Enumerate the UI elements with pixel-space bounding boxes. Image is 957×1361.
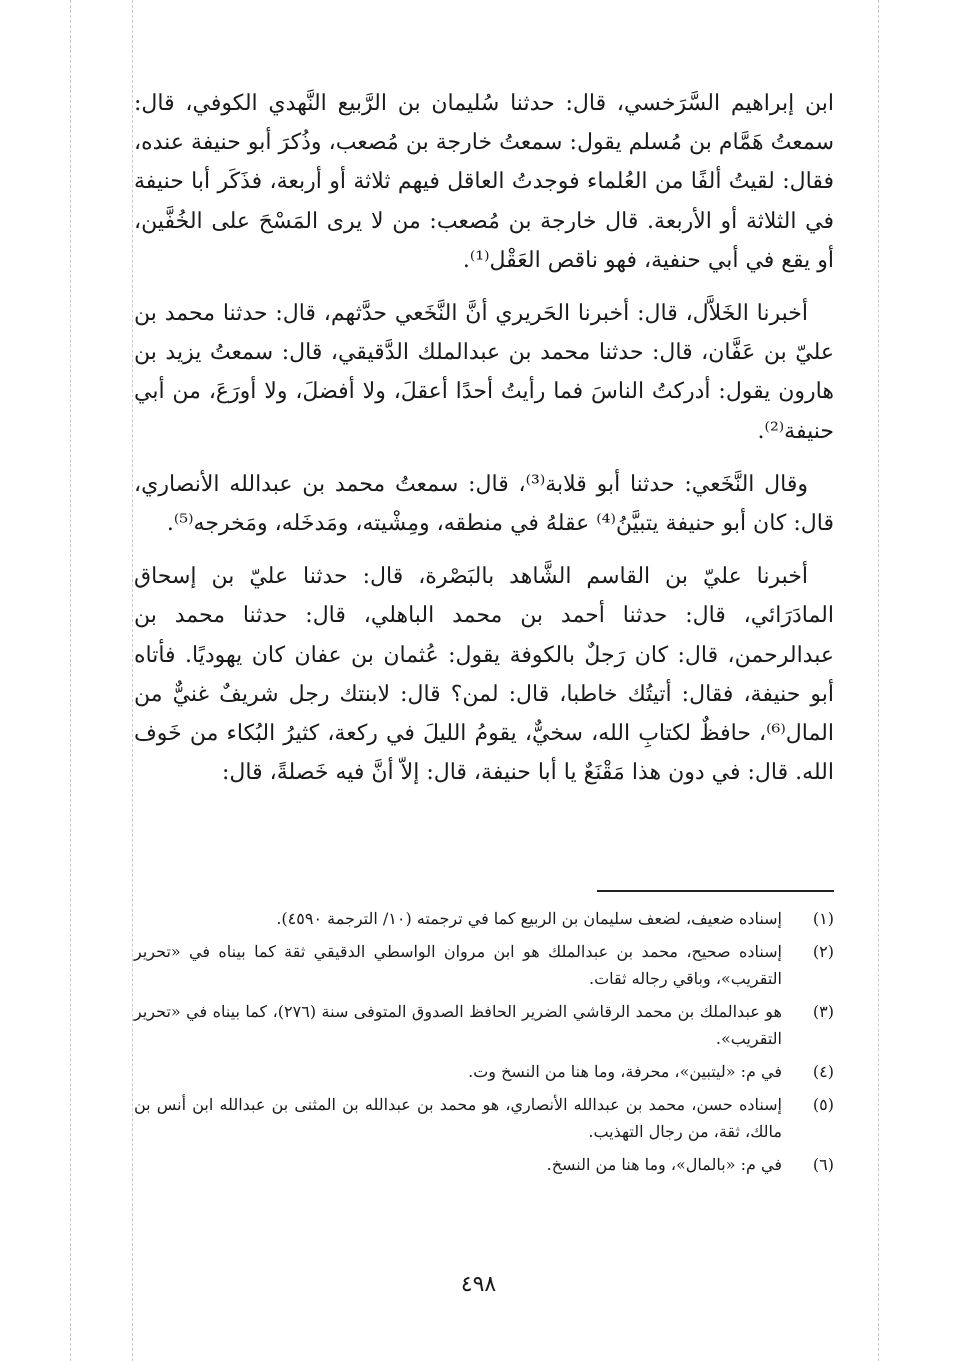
footnotes <box>134 905 834 1184</box>
paragraph: أخبرنا الخَلاَّل، قال: أخبرنا الحَريري أنَّ النَّخَعي حدَّثهم، قال: حدثنا محمد بن عليّ بن عَفَّان، قال: حدثنا محمد بن عبدالملك الدَّقيقي، قال: سمعتُ يزيد بن هارون يقول: أدركتُ الناسَ فما رأيتُ أحدًا أعقلَ، ولا أفضلَ، ولا أورَعَ، من أبي حنيفة⁽²⁾. <box>134 301 834 444</box>
scan-guide-line <box>132 0 133 1361</box>
scan-guide-line <box>878 0 879 1361</box>
footnote-text: إسناده حسن، محمد بن عبدالله الأنصاري، هو محمد بن عبدالله بن المثنى بن عبدالله ابن أنس بن مالك، ثقة، من رجال التهذيب. <box>134 1095 782 1141</box>
footnote-text: في م: «بالمال»، وما هنا من النسخ. <box>546 1155 782 1174</box>
footnote-number: (٣) <box>812 1002 834 1021</box>
footnote-number: (٢) <box>812 942 834 961</box>
footnote-text: هو عبدالملك بن محمد الرقاشي الضرير الحافظ الصدوق المتوفى سنة (٢٧٦)، كما بيناه في «تحرير التقريب». <box>134 1002 782 1048</box>
footnote-number: (١) <box>812 909 834 928</box>
page-number: ٤٩٨ <box>460 1272 497 1297</box>
scan-guide-line <box>70 0 71 1361</box>
footnote <box>134 1091 834 1145</box>
footnote-number: (٤) <box>812 1062 834 1081</box>
paragraph: ابن إبراهيم السَّرَخسي، قال: حدثنا سُليمان بن الرَّبيع النَّهدي الكوفي، قال: سمعتُ هَمَّام بن مُسلم يقول: سمعتُ خارجة بن مُصعب، وذُكرَ أبو حنيفة عنده، فقال: لقيتُ ألفًا من العُلماء فوجدتُ العاقل فيهم ثلاثة أو أربعة، فذَكَر أبا حنيفة في الثلاثة أو الأربعة. قال خارجة بن مُصعب: من لا يرى المَسْحَ على الخُفَّين، أو يقع في أبي حنفية، فهو ناقص العَقْل⁽¹⁾. <box>134 91 835 273</box>
footnote-text: إسناده صحيح، محمد بن عبدالملك هو ابن مروان الواسطي الدقيقي ثقة كما بيناه في «تحرير التقريب»، وباقي رجاله ثقات. <box>134 942 782 988</box>
main-text <box>134 84 834 806</box>
footnote <box>134 1151 834 1178</box>
paragraph: أخبرنا عليّ بن القاسم الشَّاهد بالبَصْرة، قال: حدثنا عليّ بن إسحاق المادَرَائي، قال: حدثنا أحمد بن محمد الباهلي، قال: حدثنا محمد بن عبدالرحمن، قال: كان رَجلٌ بالكوفة يقول: عُثمان بن عفان كان يهوديًا. فأتاه أبو حنيفة، فقال: أتيتُك خاطبا، قال: لمن؟ قال: لابنتك رجل شريفٌ غنيٌّ من المال⁽⁶⁾، حافظٌ لكتابِ الله، سخيٌّ، يقومُ الليلَ في ركعة، كثيرُ البُكاء من خَوف الله. قال: في دون هذا مَقْنَعٌ يا أبا حنيفة، قال: إلاّ أنَّ فيه خَصلةً، قال: <box>134 564 834 786</box>
paragraph: وقال النَّخَعي: حدثنا أبو قلابة⁽³⁾، قال: سمعتُ محمد بن عبدالله الأنصاري، قال: كان أبو حنيفة يتبيَّنُ⁽⁴⁾ عقلهُ في منطقه، ومِشْيته، ومَدخَله، ومَخرجه⁽⁵⁾. <box>134 471 834 537</box>
footnote <box>134 1058 834 1085</box>
footnote <box>134 998 834 1052</box>
footnote <box>134 905 834 932</box>
footnote-text: إسناده ضعيف، لضعف سليمان بن الربيع كما في ترجمته (١٠/ الترجمة ٤٥٩٠). <box>276 909 782 928</box>
footnote-text: في م: «ليتبين»، محرفة، وما هنا من النسخ وت. <box>468 1062 782 1081</box>
footnote-number: (٦) <box>812 1155 834 1174</box>
footnote <box>134 938 834 992</box>
footnote-number: (٥) <box>812 1095 834 1114</box>
footnote-separator <box>597 890 834 892</box>
